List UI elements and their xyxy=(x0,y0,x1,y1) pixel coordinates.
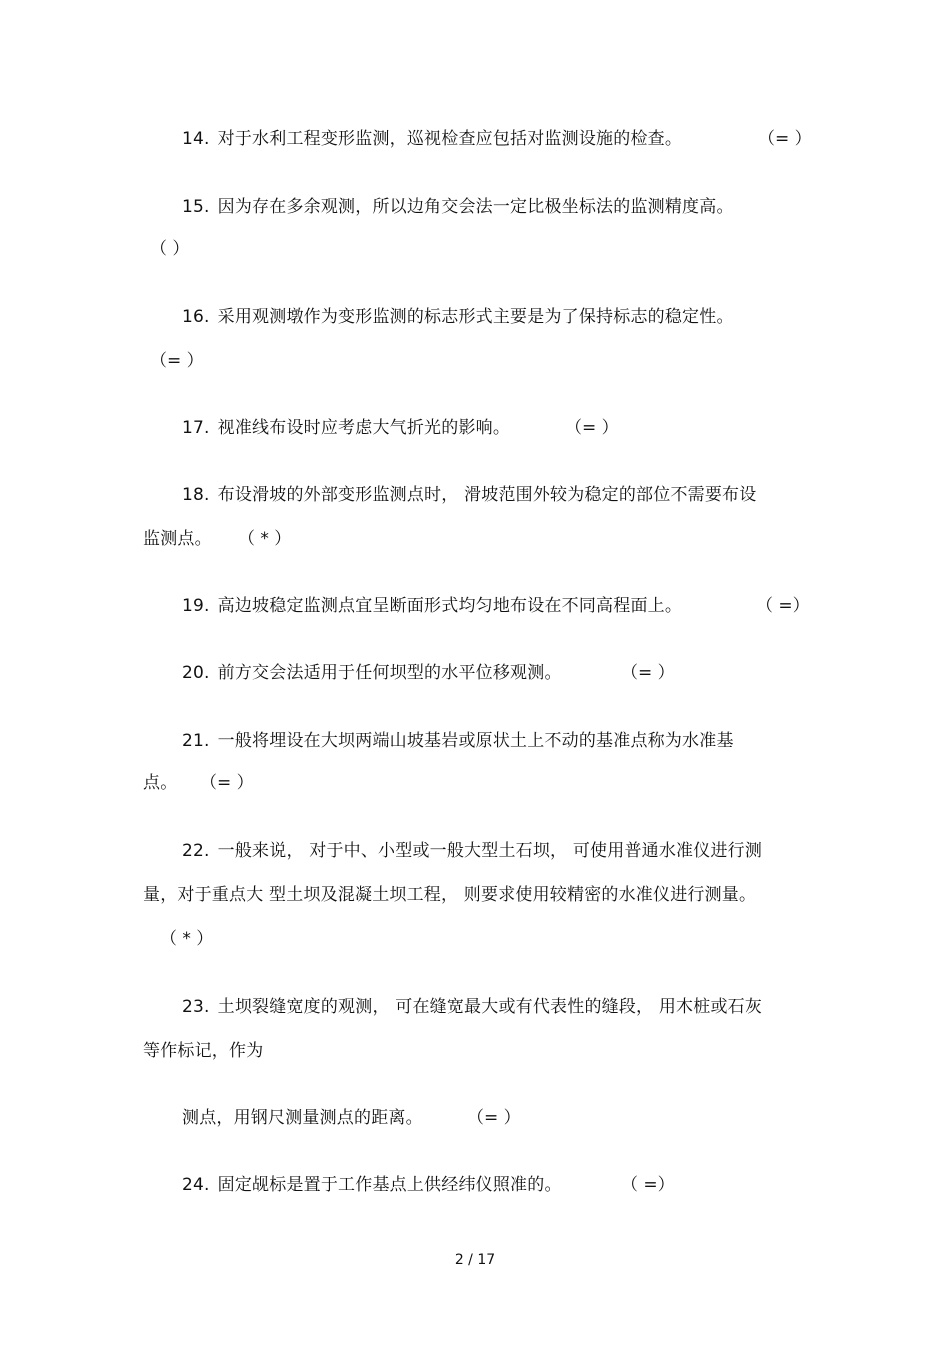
question-22 xyxy=(182,840,762,862)
question-number: 18. xyxy=(182,485,210,505)
question-number: 24. xyxy=(182,1175,210,1195)
question-18 xyxy=(182,484,756,506)
question-number: 21. xyxy=(182,731,210,751)
question-18-continuation: 监测点。 xyxy=(143,529,212,549)
question-number: 20. xyxy=(182,663,210,683)
question-number: 17. xyxy=(182,418,210,438)
question-number: 23. xyxy=(182,997,210,1017)
answer-19: （ =） xyxy=(756,596,810,616)
answer-16: （= ） xyxy=(150,351,204,371)
question-text: 视准线布设时应考虑大气折光的影响。 xyxy=(217,418,511,438)
question-23-continuation-2: 测点，用钢尺测量测点的距离。 xyxy=(182,1108,423,1128)
question-19 xyxy=(182,595,682,617)
question-text: 高边坡稳定监测点宜呈断面形式均匀地布设在不同高程面上。 xyxy=(217,596,683,616)
question-23 xyxy=(182,996,762,1018)
question-text: 一般来说， 对于中、小型或一般大型土石坝， 可使用普通水准仪进行测 xyxy=(217,841,763,861)
question-21 xyxy=(182,730,734,752)
question-number: 14. xyxy=(182,129,210,149)
question-22-continuation: 量，对于重点大 型土坝及混凝土坝工程， 则要求使用较精密的水准仪进行测量。 xyxy=(143,885,757,905)
question-number: 16. xyxy=(182,307,210,327)
answer-20: （= ） xyxy=(621,663,675,683)
question-text: 因为存在多余观测，所以边角交会法一定比极坐标法的监测精度高。 xyxy=(217,197,734,217)
question-24 xyxy=(182,1174,562,1196)
answer-18: （ * ） xyxy=(238,529,292,549)
page-number: 2 / 17 xyxy=(454,1252,496,1268)
answer-21: （= ） xyxy=(200,773,254,793)
answer-15: （ ） xyxy=(150,239,190,259)
question-21-continuation: 点。 xyxy=(143,773,178,793)
question-16 xyxy=(182,306,734,328)
question-text: 前方交会法适用于任何坝型的水平位移观测。 xyxy=(217,663,562,683)
question-number: 15. xyxy=(182,197,210,217)
question-text: 固定觇标是置于工作基点上供经纬仪照准的。 xyxy=(217,1175,562,1195)
question-14 xyxy=(182,128,682,150)
answer-22: （ * ） xyxy=(160,929,214,949)
question-23-continuation: 等作标记，作为 xyxy=(143,1041,264,1061)
question-15 xyxy=(182,196,734,218)
question-20 xyxy=(182,662,562,684)
question-text: 一般将埋设在大坝两端山坡基岩或原状土上不动的基准点称为水准基 xyxy=(217,731,734,751)
question-17 xyxy=(182,417,510,439)
question-number: 19. xyxy=(182,596,210,616)
question-text: 布设滑坡的外部变形监测点时， 滑坡范围外较为稳定的部位不需要布设 xyxy=(217,485,757,505)
question-number: 22. xyxy=(182,841,210,861)
answer-17: （= ） xyxy=(565,418,619,438)
answer-24: （ =） xyxy=(621,1175,675,1195)
answer-14: （= ） xyxy=(758,129,812,149)
answer-23: （= ） xyxy=(467,1108,521,1128)
question-text: 采用观测墩作为变形监测的标志形式主要是为了保持标志的稳定性。 xyxy=(217,307,734,327)
question-text: 对于水利工程变形监测，巡视检查应包括对监测设施的检查。 xyxy=(217,129,683,149)
question-text: 土坝裂缝宽度的观测， 可在缝宽最大或有代表性的缝段， 用木桩或石灰 xyxy=(217,997,763,1017)
